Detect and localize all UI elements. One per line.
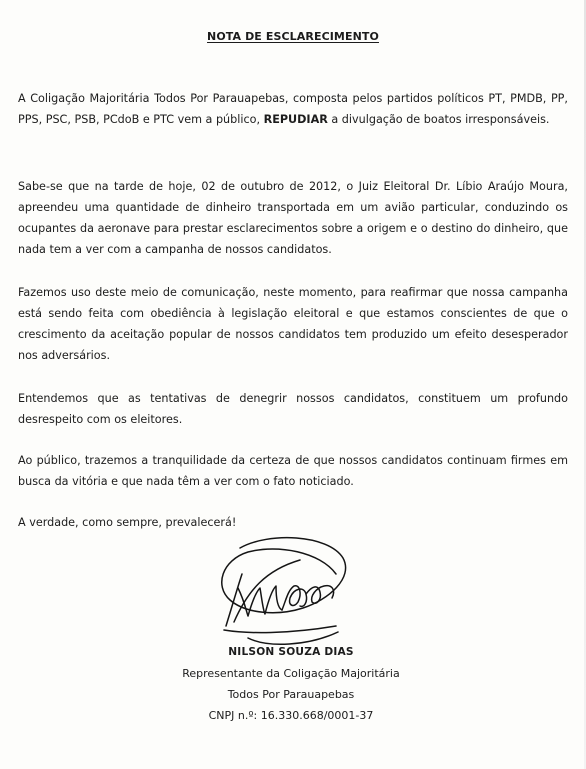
handwritten-signature bbox=[208, 530, 358, 660]
paragraph-fatos: Sabe-se que na tarde de hoje, 02 de outubro de 2012, o Juiz Eleitoral Dr. Líbio Araújo Moura, apreendeu uma quantidade de dinheiro transportada em um avião particular, conduzindo os ocupantes da aeronave para prestar esclarecimentos sobre a origem e o destino do dinheiro, que nada tem a ver com a campanha de nossos candidatos. bbox=[18, 180, 568, 256]
paragraph-repudio-end: a divulgação de boatos irresponsáveis. bbox=[327, 113, 550, 126]
paragraph-publico: Ao público, trazemos a tranquilidade da certeza de que nossos candidatos continuam firmes em busca da vitória e que nada têm a ver com o fato noticiado. bbox=[18, 454, 568, 488]
signatory-role: Representante da Coligação Majoritária bbox=[182, 667, 400, 680]
paragraph-verdade: A verdade, como sempre, prevalecerá! bbox=[18, 516, 237, 529]
paragraph-repudio bbox=[18, 88, 568, 130]
signatory-cnpj: CNPJ n.º: 16.330.668/0001-37 bbox=[208, 709, 374, 722]
paragraph-campanha: Fazemos uso deste meio de comunicação, neste momento, para reafirmar que nossa campanha está sendo feita com obediência à legislação eleitoral e que estamos conscientes de que o crescimento da aceitação popular de nossos candidatos tem produzido um efeito desesperador nos adversários. bbox=[18, 286, 568, 362]
signatory-name: NILSON SOUZA DIAS bbox=[228, 646, 354, 658]
document-title bbox=[0, 30, 586, 43]
signature-block bbox=[160, 642, 422, 726]
signatory-organization: Todos Por Parauapebas bbox=[227, 688, 355, 701]
paragraph-tentativas: Entendemos que as tentativas de denegrir nossos candidatos, constituem um profundo desrespeito com os eleitores. bbox=[18, 392, 568, 426]
repudiar-emphasis: REPUDIAR bbox=[263, 113, 328, 126]
paragraph-repudio-text: A Coligação Majoritária Todos Por Parauapebas, composta pelos partidos políticos PT, PMDB, PP, PPS, PSC, PSB, PCdoB e PTC vem a público, bbox=[18, 92, 568, 126]
document-title-text: NOTA DE ESCLARECIMENTO bbox=[207, 30, 379, 43]
